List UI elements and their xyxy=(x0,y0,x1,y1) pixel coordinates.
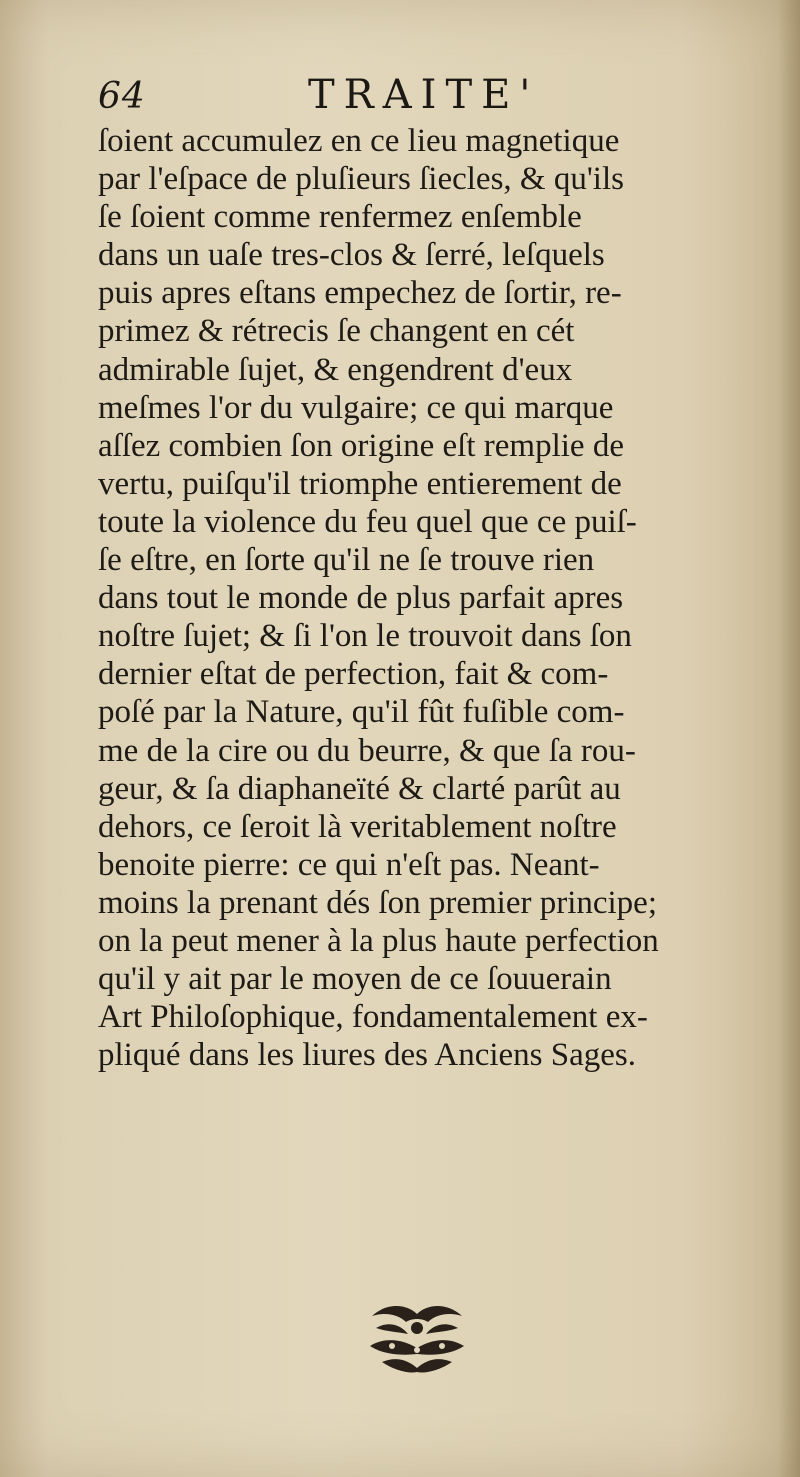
text-line: Art Philoſophique, fondamentalement ex- xyxy=(98,999,648,1036)
text-line: ſe ſoient comme renfermez enſemble xyxy=(98,199,582,236)
text-line: puis apres eſtans empechez de ſortir, re- xyxy=(98,275,622,312)
text-line: on la peut mener à la plus haute perfection xyxy=(98,922,659,959)
text-line: toute la violence du feu quel que ce puiſ- xyxy=(98,503,637,540)
text-line: ſe eſtre, en ſorte qu'il ne ſe trouve rien xyxy=(98,542,595,579)
text-line: meſmes l'or du vulgaire; ce qui marque xyxy=(98,389,614,426)
text-line: admirable ſujet, & engendrent d'eux xyxy=(98,351,573,388)
page-number: 64 xyxy=(98,76,146,117)
text-line: noſtre ſujet; & ſi l'on le trouvoit dans ſon xyxy=(98,618,632,655)
text-line: benoite pierre: ce qui n'eſt pas. Neant- xyxy=(98,846,600,883)
text-line: geur, & ſa diaphaneïté & clarté parût au xyxy=(98,770,621,807)
text-line: ſoient accumulez en ce lieu magnetique xyxy=(98,123,620,159)
text-line: me de la cire ou du beurre, & que ſa rou- xyxy=(98,732,636,769)
text-line: dehors, ce ſeroit là veritablement noſtre xyxy=(98,808,617,845)
text-line: aſſez combien ſon origine eſt remplie de xyxy=(98,427,624,464)
text-line: dernier eſtat de perfection, fait & com- xyxy=(98,656,609,693)
text-line: dans tout le monde de plus parfait apres xyxy=(98,580,624,617)
text-line: primez & rétrecis ſe changent en cét xyxy=(98,313,575,350)
text-line: vertu, puiſqu'il triomphe entierement de xyxy=(98,465,622,502)
text-line: poſé par la Nature, qu'il fût fuſible com- xyxy=(98,694,625,731)
page-header xyxy=(98,72,698,122)
text-line: par l'eſpace de pluſieurs ſiecles, & qu'ils xyxy=(98,161,624,198)
text-line: moins la prenant dés ſon premier principe; xyxy=(98,884,658,921)
body-text xyxy=(98,122,788,1074)
text-line: dans un uaſe tres-clos & ſerré, leſquels xyxy=(98,237,605,274)
text-line: qu'il y ait par le moyen de ce ſouuerain xyxy=(98,961,612,998)
running-title: TRAITE' xyxy=(308,72,540,118)
tailpiece-ornament-icon xyxy=(362,1298,472,1378)
text-line: pliqué dans les liures des Anciens Sages. xyxy=(98,1037,636,1074)
